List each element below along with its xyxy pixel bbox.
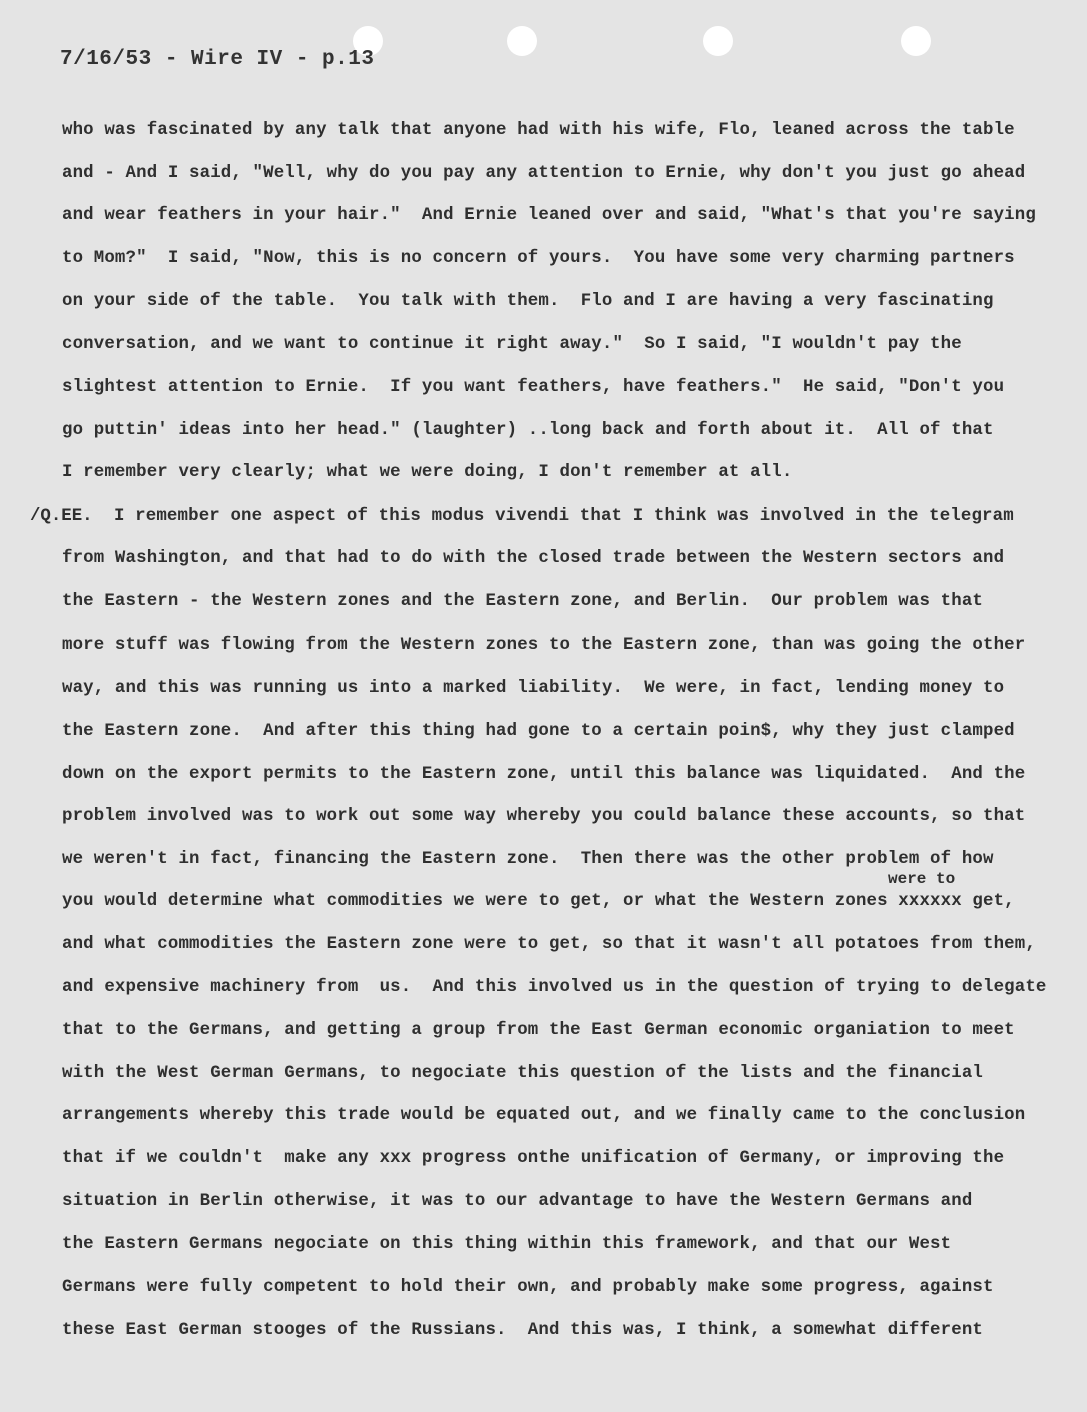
text-line: I remember one aspect of this modus vivendi that I think was involved in the telegram [114,507,1014,526]
text-line: and expensive machinery from us. And this involved us in the question of trying to delegate [62,978,1047,997]
text-line: to Mom?" I said, "Now, this is no concern of yours. You have some very charming partners [62,249,1015,268]
text-line: the Eastern - the Western zones and the Eastern zone, and Berlin. Our problem was that [62,592,983,611]
punch-hole [507,26,537,56]
text-line: arrangements whereby this trade would be equated out, and we finally came to the conclusion [62,1106,1026,1125]
text-line: the Eastern zone. And after this thing had gone to a certain poin$, why they just clamped [62,722,1015,741]
text-line: who was fascinated by any talk that anyone had with his wife, Flo, leaned across the table [62,121,1015,140]
text-line: more stuff was flowing from the Western zones to the Eastern zone, than was going the other [62,636,1026,655]
text-line: you would determine what commodities we were to get, or what the Western zones xxxxxx get, [62,892,1015,911]
speaker-marker: /Q.EE. [30,507,93,526]
page-header: 7/16/53 - Wire IV - p.13 [60,48,375,71]
text-line: with the West German Germans, to negociate this question of the lists and the financial [62,1064,983,1083]
text-line: and - And I said, "Well, why do you pay any attention to Ernie, why don't you just go ahead [62,164,1026,183]
text-line: go puttin' ideas into her head." (laughter) ..long back and forth about it. All of that [62,421,994,440]
text-line: down on the export permits to the Eastern zone, until this balance was liquidated. And the [62,765,1026,784]
text-line: that if we couldn't make any xxx progress onthe unification of Germany, or improving the [62,1149,1005,1168]
text-line: slightest attention to Ernie. If you want feathers, have feathers." He said, "Don't you [62,378,1005,397]
text-line: problem involved was to work out some way whereby you could balance these accounts, so that [62,807,1026,826]
interlinear-insertion: were to [888,870,956,888]
text-line: that to the Germans, and getting a group from the East German economic organiation to meet [62,1021,1015,1040]
text-line: from Washington, and that had to do with the closed trade between the Western sectors and [62,549,1005,568]
text-line: situation in Berlin otherwise, it was to our advantage to have the Western Germans and [62,1192,973,1211]
text-line: and what commodities the Eastern zone were to get, so that it wasn't all potatoes from them, [62,935,1036,954]
text-line: these East German stooges of the Russians. And this was, I think, a somewhat different [62,1321,983,1340]
punch-hole [703,26,733,56]
text-line: the Eastern Germans negociate on this thing within this framework, and that our West [62,1235,952,1254]
text-line: Germans were fully competent to hold their own, and probably make some progress, against [62,1278,994,1297]
text-line: we weren't in fact, financing the Eastern zone. Then there was the other problem of how [62,850,994,869]
text-line: I remember very clearly; what we were doing, I don't remember at all. [62,463,793,482]
text-line: and wear feathers in your hair." And Ernie leaned over and said, "What's that you're saying [62,206,1036,225]
text-line: way, and this was running us into a marked liability. We were, in fact, lending money to [62,679,1005,698]
punch-hole [901,26,931,56]
text-line: on your side of the table. You talk with them. Flo and I are having a very fascinating [62,292,994,311]
text-line: conversation, and we want to continue it right away." So I said, "I wouldn't pay the [62,335,962,354]
